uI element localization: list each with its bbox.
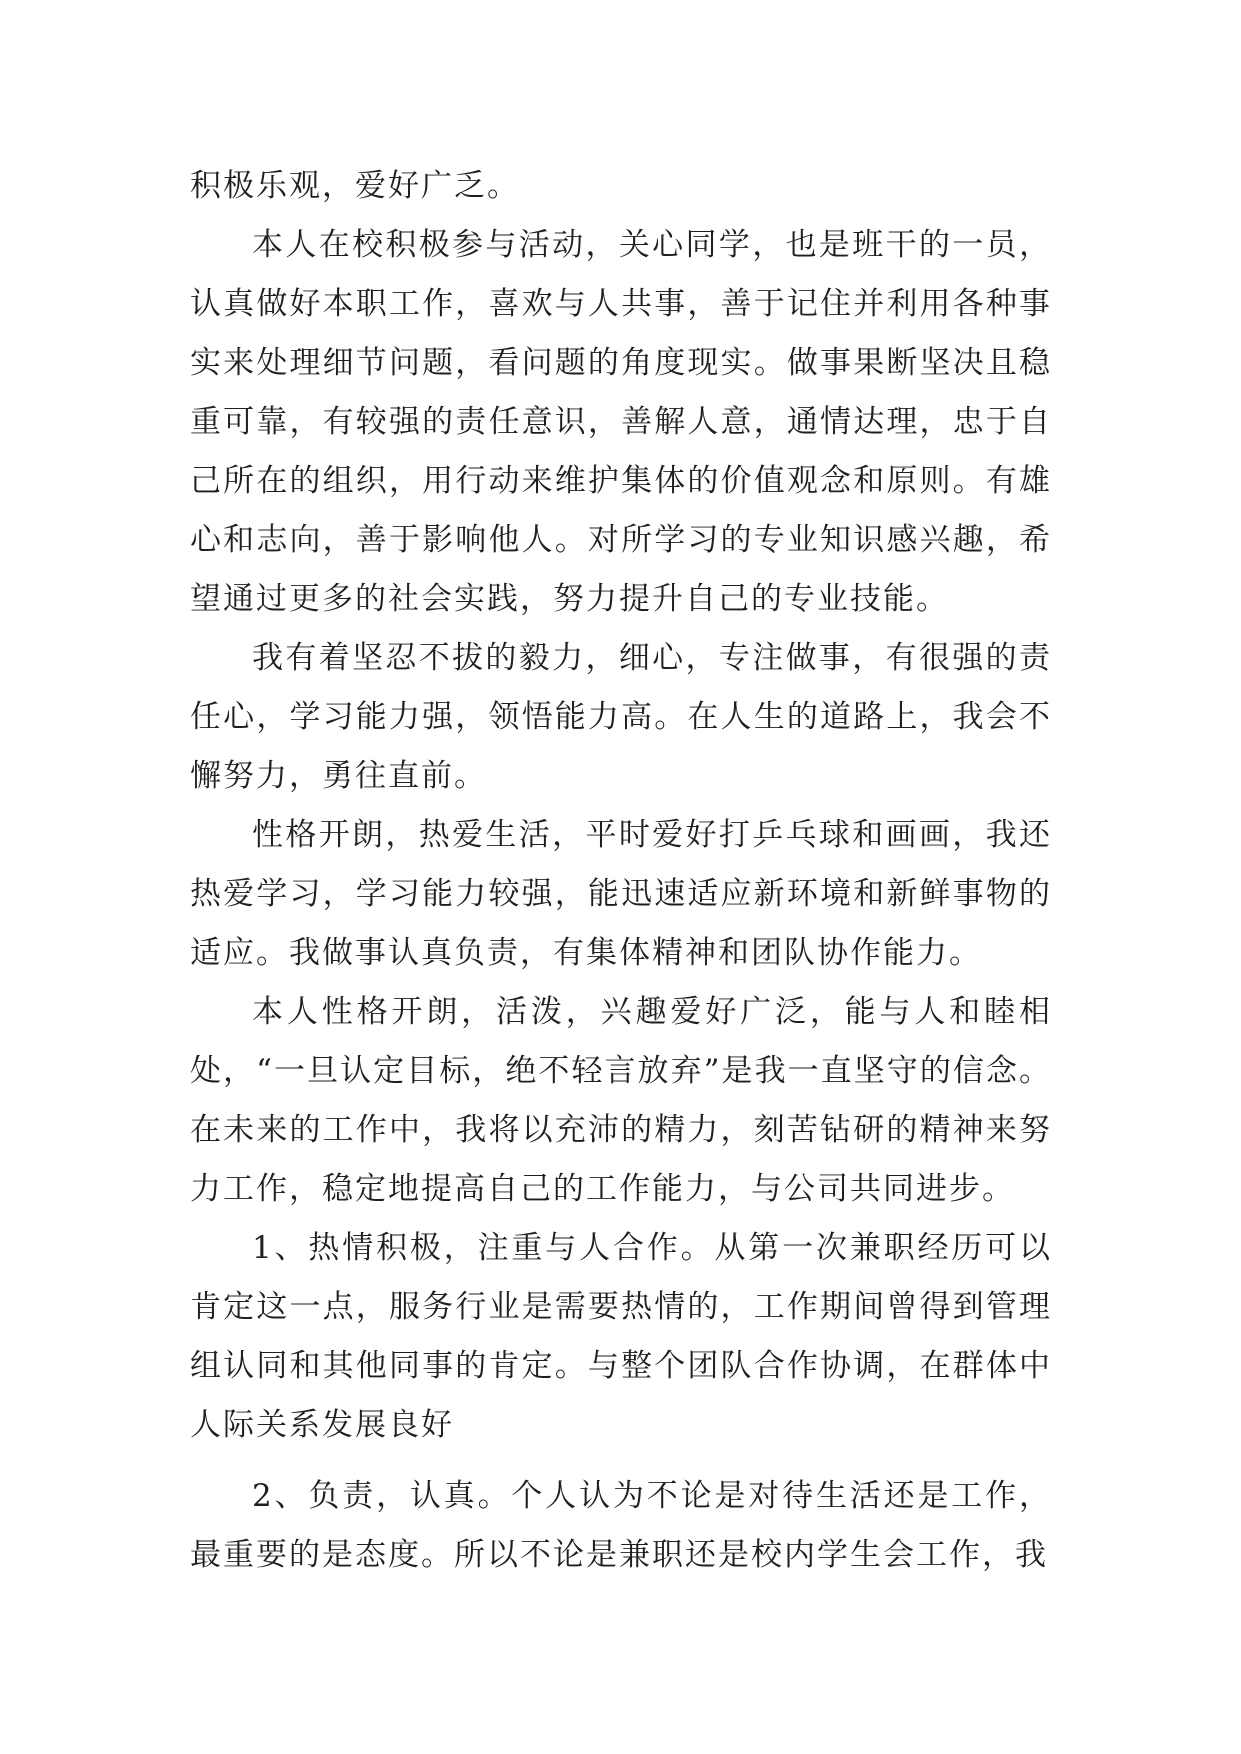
paragraph-7: 2、负责，认真。个人认为不论是对待生活还是工作，最重要的是态度。所以不论是兼职还是校内学生会工作，我 xyxy=(190,1478,1052,1573)
paragraph-1: 积极乐观，爱好广乏。 xyxy=(190,168,520,204)
document-body xyxy=(190,157,1052,1585)
paragraph-4: 性格开朗，热爱生活，平时爱好打乒乓球和画画，我还热爱学习，学习能力较强，能迅速适应新环境和新鲜事物的适应。我做事认真负责，有集体精神和团队协作能力。 xyxy=(190,817,1052,971)
paragraph-5: 本人性格开朗，活泼，兴趣爱好广泛，能与人和睦相处，“一旦认定目标，绝不轻言放弃”是我一直坚守的信念。在未来的工作中，我将以充沛的精力，刻苦钻研的精神来努力工作，稳定地提高自己的工作能力，与公司共同进步。 xyxy=(190,994,1052,1207)
paragraph-2: 本人在校积极参与活动，关心同学，也是班干的一员，认真做好本职工作，喜欢与人共事，善于记住并利用各种事实来处理细节问题，看问题的角度现实。做事果断坚决且稳重可靠，有较强的责任意识，善解人意，通情达理，忠于自己所在的组织，用行动来维护集体的价值观念和原则。有雄心和志向，善于影响他人。对所学习的专业知识感兴趣，希望通过更多的社会实践，努力提升自己的专业技能。 xyxy=(190,227,1052,617)
paragraph-3: 我有着坚忍不拔的毅力，细心，专注做事，有很强的责任心，学习能力强，领悟能力高。在人生的道路上，我会不懈努力，勇往直前。 xyxy=(190,640,1052,794)
paragraph-6: 1、热情积极，注重与人合作。从第一次兼职经历可以肯定这一点，服务行业是需要热情的，工作期间曾得到管理组认同和其他同事的肯定。与整个团队合作协调，在群体中人际关系发展良好 xyxy=(190,1230,1052,1443)
